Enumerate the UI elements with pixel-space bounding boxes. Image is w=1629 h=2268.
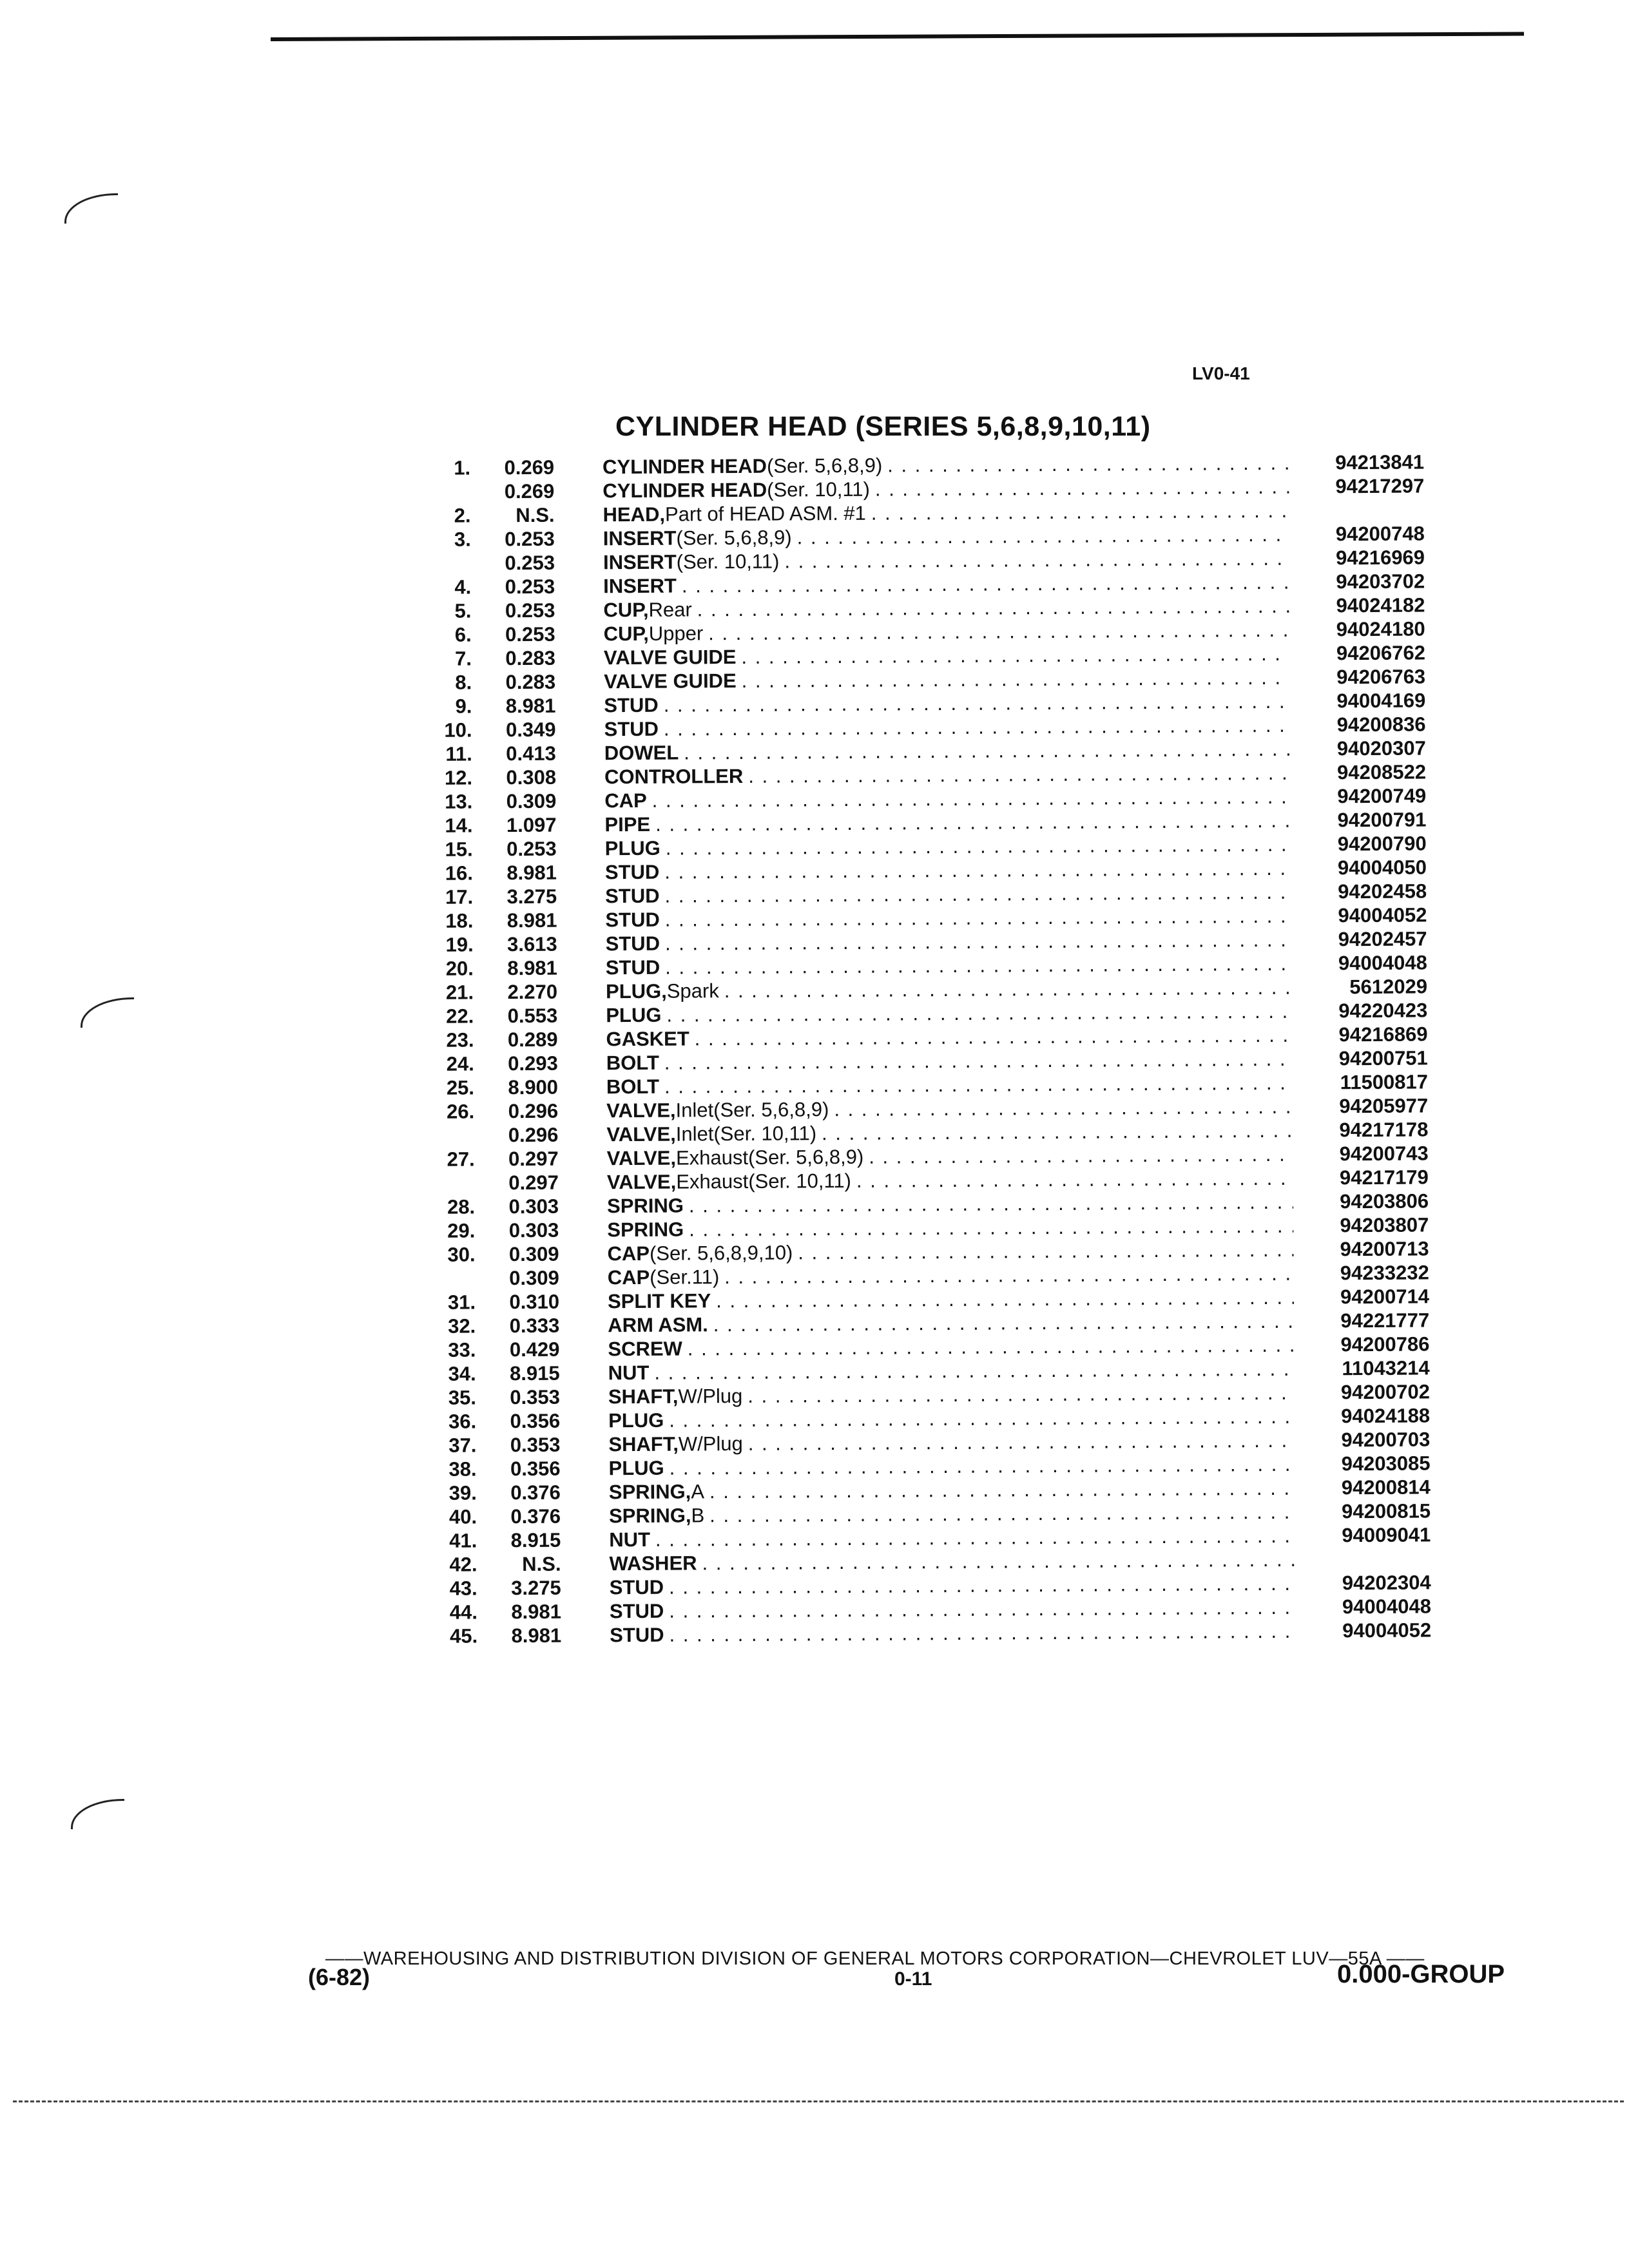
item-name: SCREW xyxy=(608,1337,682,1361)
item-number: 9. xyxy=(455,695,472,718)
dot-leader xyxy=(664,689,1291,717)
part-number: 94203807 xyxy=(1340,1213,1429,1237)
item-description xyxy=(602,451,1289,479)
dot-leader xyxy=(702,1548,1295,1575)
catalog-group: 0.296 xyxy=(508,1099,559,1123)
part-number: 94009041 xyxy=(1342,1523,1431,1547)
catalog-group: 3.275 xyxy=(511,1576,561,1600)
item-number: 35. xyxy=(448,1386,477,1409)
part-number: 94202457 xyxy=(1338,927,1427,951)
item-name: PLUG xyxy=(608,1408,664,1432)
item-description xyxy=(602,475,1289,503)
item-name: INSERT xyxy=(603,574,677,598)
part-number: 94208522 xyxy=(1336,760,1427,784)
item-qualifier: (Ser. 5,6,8,9,10) xyxy=(649,1241,793,1265)
footer-date: (6-82) xyxy=(308,1964,371,1990)
catalog-group: 0.356 xyxy=(510,1409,561,1433)
catalog-group: 3.275 xyxy=(506,885,557,908)
part-number: 94024180 xyxy=(1336,617,1425,641)
part-number: 94206762 xyxy=(1336,641,1425,665)
dot-leader xyxy=(665,904,1292,932)
dot-leader xyxy=(834,1095,1293,1121)
part-number: 94004048 xyxy=(1342,1595,1432,1619)
item-name: CUP, xyxy=(603,598,649,622)
part-number xyxy=(1298,1546,1431,1547)
catalog-group: 0.333 xyxy=(509,1314,560,1338)
footer-page-number: 0-11 xyxy=(894,1968,932,1990)
catalog-group: 0.353 xyxy=(510,1433,561,1457)
part-number: 94206763 xyxy=(1336,665,1426,689)
item-number: 30. xyxy=(447,1243,476,1266)
catalog-group: 8.981 xyxy=(506,908,557,932)
dot-leader xyxy=(713,1309,1295,1337)
item-number: 41. xyxy=(449,1529,477,1552)
bottom-rule xyxy=(13,2100,1624,2102)
catalog-group: 0.253 xyxy=(505,527,555,551)
item-number: 25. xyxy=(446,1076,475,1099)
part-number: 94200815 xyxy=(1341,1499,1431,1523)
item-qualifier: Rear xyxy=(648,598,692,621)
item-qualifier: (Ser. 5,6,8,9) xyxy=(676,526,792,550)
catalog-group: 0.289 xyxy=(507,1028,558,1052)
catalog-group: 0.293 xyxy=(508,1052,558,1075)
catalog-group: 8.981 xyxy=(506,861,557,885)
part-number: 94202458 xyxy=(1338,879,1427,903)
item-number: 18. xyxy=(445,909,474,932)
dot-leader xyxy=(798,1238,1293,1265)
catalog-group: 0.356 xyxy=(510,1457,561,1481)
item-name: STUD xyxy=(609,1575,664,1599)
catalog-group: 0.309 xyxy=(509,1266,559,1290)
item-number: 23. xyxy=(446,1028,474,1052)
item-description xyxy=(610,1571,1296,1600)
catalog-group: 0.413 xyxy=(506,742,556,765)
dot-leader xyxy=(747,1381,1295,1408)
item-name: CAP xyxy=(604,789,647,812)
part-number: 94216969 xyxy=(1335,546,1425,570)
dot-leader xyxy=(652,785,1291,812)
part-number: 94233232 xyxy=(1340,1261,1429,1285)
dot-leader xyxy=(871,499,1289,525)
dot-leader xyxy=(666,999,1292,1027)
part-number: 94200790 xyxy=(1337,832,1427,856)
part-number: 94217179 xyxy=(1339,1166,1429,1189)
dot-leader xyxy=(682,570,1290,598)
catalog-group: 0.353 xyxy=(510,1385,561,1409)
dot-leader xyxy=(664,1071,1293,1099)
item-number: 32. xyxy=(448,1314,476,1338)
dot-leader xyxy=(742,666,1291,693)
dot-leader xyxy=(665,952,1292,979)
item-number: 28. xyxy=(447,1195,476,1218)
item-description xyxy=(609,1500,1295,1528)
dot-leader xyxy=(664,713,1291,741)
part-number: 11500817 xyxy=(1340,1070,1429,1094)
part-number: 94024188 xyxy=(1341,1404,1431,1428)
part-number: 94203085 xyxy=(1341,1452,1431,1475)
item-name: VALVE GUIDE xyxy=(604,669,737,693)
item-qualifier: (Ser. 10,11) xyxy=(767,477,871,501)
item-number: 21. xyxy=(445,981,474,1004)
item-number: 31. xyxy=(447,1291,476,1314)
catalog-group: 0.308 xyxy=(506,765,557,789)
catalog-group: 0.349 xyxy=(505,718,556,742)
catalog-group: 0.296 xyxy=(508,1123,559,1147)
catalog-group: 2.270 xyxy=(507,980,558,1004)
catalog-group: 0.253 xyxy=(505,599,555,622)
item-description xyxy=(610,1595,1296,1624)
part-number: 94217178 xyxy=(1339,1118,1429,1142)
item-number: 27. xyxy=(447,1148,475,1171)
item-description xyxy=(602,499,1289,527)
item-number: 5. xyxy=(454,599,472,622)
catalog-group: 8.915 xyxy=(510,1528,561,1552)
catalog-group: 8.981 xyxy=(507,956,557,980)
item-number: 2. xyxy=(454,504,471,527)
item-name: SPRING xyxy=(607,1194,684,1218)
item-name: STUD xyxy=(604,860,660,884)
part-number: 94200743 xyxy=(1339,1142,1429,1166)
item-number: 34. xyxy=(448,1362,476,1385)
dot-leader xyxy=(708,618,1290,646)
item-name: VALVE, xyxy=(606,1146,677,1170)
part-number: 94213841 xyxy=(1335,450,1425,474)
dot-leader xyxy=(670,1452,1295,1480)
item-number: 1. xyxy=(454,456,471,479)
item-description xyxy=(606,1119,1293,1147)
part-number: 94203702 xyxy=(1336,570,1425,593)
catalog-group: 8.981 xyxy=(511,1600,562,1624)
item-description xyxy=(606,1071,1293,1099)
dot-leader xyxy=(724,975,1292,1003)
catalog-group: 0.269 xyxy=(504,479,555,503)
part-number: 94216869 xyxy=(1338,1023,1428,1046)
dot-leader xyxy=(741,642,1290,669)
item-number: 36. xyxy=(448,1410,477,1433)
catalog-group: N.S. xyxy=(522,1552,561,1576)
dot-leader xyxy=(665,928,1292,956)
dot-leader xyxy=(655,809,1291,836)
item-number: 13. xyxy=(445,790,473,813)
item-name: SPRING, xyxy=(608,1480,691,1504)
dot-leader xyxy=(695,1023,1293,1051)
item-name: STUD xyxy=(605,908,660,932)
footer-publisher-line: ——WAREHOUSING AND DISTRIBUTION DIVISION OF GENERAL MOTORS CORPORATION—CHEVROLET LUV—55A —— xyxy=(325,1948,1425,1969)
part-number xyxy=(1292,497,1424,498)
dot-leader xyxy=(689,1214,1293,1242)
item-description xyxy=(606,1023,1292,1052)
item-name: SPLIT KEY xyxy=(607,1289,711,1313)
page-title: CYLINDER HEAD (SERIES 5,6,8,9,10,11) xyxy=(615,411,1151,442)
item-number: 4. xyxy=(454,575,472,599)
part-number: 94200714 xyxy=(1340,1285,1430,1309)
punch-hole-mark-middle xyxy=(81,997,134,1028)
item-qualifier: Inlet(Ser. 10,11) xyxy=(675,1122,817,1146)
item-name: NUT xyxy=(609,1528,651,1552)
catalog-group: N.S. xyxy=(516,503,555,527)
item-description xyxy=(603,523,1289,551)
catalog-group: 0.376 xyxy=(510,1504,561,1528)
part-number: 5612029 xyxy=(1349,975,1428,999)
item-name: CAP xyxy=(607,1265,650,1289)
item-number: 7. xyxy=(454,647,472,670)
item-name: CAP xyxy=(607,1242,650,1265)
item-description xyxy=(606,975,1292,1004)
item-qualifier: (Ser.11) xyxy=(650,1265,720,1289)
part-number: 94217297 xyxy=(1335,474,1425,498)
part-number: 94004052 xyxy=(1342,1619,1432,1642)
item-description xyxy=(609,1548,1295,1576)
part-number: 94020307 xyxy=(1336,736,1426,760)
item-description xyxy=(606,999,1292,1028)
item-name: ARM ASM. xyxy=(608,1313,708,1337)
dot-leader xyxy=(655,1524,1295,1552)
item-name: CONTROLLER xyxy=(604,764,744,789)
item-qualifier: (Ser. 5,6,8,9) xyxy=(766,454,883,477)
item-number: 8. xyxy=(455,671,472,694)
dot-leader xyxy=(724,1262,1294,1289)
catalog-group: 0.553 xyxy=(507,1004,558,1028)
item-name: STUD xyxy=(610,1623,664,1647)
item-number: 10. xyxy=(444,718,472,742)
catalog-group: 8.981 xyxy=(511,1624,562,1648)
catalog-group: 1.097 xyxy=(506,813,557,837)
dot-leader xyxy=(822,1119,1293,1145)
item-name: HEAD, xyxy=(602,503,666,526)
item-qualifier: Inlet(Ser. 5,6,8,9) xyxy=(675,1098,829,1122)
part-number: 94200751 xyxy=(1338,1046,1428,1070)
catalog-group: 0.253 xyxy=(505,622,555,646)
item-name: SHAFT, xyxy=(608,1432,679,1456)
catalog-group: 0.297 xyxy=(508,1147,559,1171)
catalog-group: 0.310 xyxy=(509,1290,560,1314)
item-description xyxy=(609,1524,1295,1552)
item-name: INSERT xyxy=(602,550,677,574)
dot-leader xyxy=(664,880,1291,908)
part-number: 94200748 xyxy=(1335,522,1425,546)
item-number: 24. xyxy=(446,1052,474,1075)
item-name: VALVE, xyxy=(606,1170,677,1194)
catalog-group: 0.309 xyxy=(508,1242,559,1266)
item-description xyxy=(606,1047,1293,1075)
catalog-group: 8.915 xyxy=(510,1361,560,1385)
item-number: 22. xyxy=(446,1004,474,1028)
catalog-group: 0.253 xyxy=(505,551,555,575)
item-description xyxy=(609,1476,1295,1504)
footer-group: 0.000-GROUP xyxy=(1337,1960,1505,1988)
item-name: NUT xyxy=(608,1361,650,1385)
catalog-group: 0.283 xyxy=(505,670,556,694)
dot-leader xyxy=(654,1357,1294,1385)
punch-hole-mark-bottom xyxy=(71,1799,124,1829)
item-name: BOLT xyxy=(606,1075,660,1099)
catalog-group: 0.429 xyxy=(509,1338,560,1361)
item-number: 6. xyxy=(454,623,472,646)
dot-leader xyxy=(664,1047,1293,1075)
catalog-group: 0.297 xyxy=(508,1171,559,1195)
part-number: 94205977 xyxy=(1339,1094,1429,1118)
catalog-group: 0.303 xyxy=(508,1218,559,1242)
part-number: 11043214 xyxy=(1342,1356,1430,1380)
dot-leader xyxy=(689,1190,1293,1218)
parts-list xyxy=(419,450,1431,1648)
dot-leader xyxy=(664,856,1291,884)
item-description xyxy=(603,546,1289,575)
item-number: 3. xyxy=(454,528,471,551)
part-number: 94200814 xyxy=(1341,1475,1431,1499)
part-number: 94200749 xyxy=(1337,784,1427,808)
item-qualifier: Upper xyxy=(648,622,704,645)
item-qualifier: W/Plug xyxy=(678,1384,743,1408)
dot-leader xyxy=(666,832,1291,860)
part-number: 94200786 xyxy=(1340,1332,1430,1356)
dot-leader xyxy=(684,737,1291,765)
item-qualifier: (Ser. 10,11) xyxy=(676,550,780,573)
catalog-group: 8.900 xyxy=(508,1075,559,1099)
item-name: CYLINDER HEAD xyxy=(602,478,767,503)
dot-leader xyxy=(669,1405,1295,1432)
catalog-group: 3.613 xyxy=(506,932,557,956)
dot-leader xyxy=(688,1333,1295,1361)
dot-leader xyxy=(887,451,1289,477)
dot-leader xyxy=(709,1476,1295,1504)
item-qualifier: Part of HEAD ASM. #1 xyxy=(664,501,866,526)
part-number: 94221777 xyxy=(1340,1309,1430,1332)
item-qualifier: B xyxy=(691,1504,705,1527)
item-name: DOWEL xyxy=(604,741,679,765)
item-name: CUP, xyxy=(603,622,649,646)
item-name: BOLT xyxy=(606,1051,659,1075)
catalog-group: 0.303 xyxy=(508,1195,559,1218)
part-number: 94004050 xyxy=(1337,856,1427,879)
catalog-group: 8.981 xyxy=(505,694,556,718)
part-number: 94004169 xyxy=(1336,689,1426,713)
part-number: 94200703 xyxy=(1341,1428,1431,1452)
item-name: PLUG xyxy=(606,1003,662,1027)
item-number: 29. xyxy=(447,1219,476,1242)
item-description xyxy=(603,570,1289,599)
item-number: 45. xyxy=(449,1624,478,1648)
item-name: STUD xyxy=(605,884,660,908)
catalog-group: 0.309 xyxy=(506,789,557,813)
part-number: 94004052 xyxy=(1338,903,1427,927)
item-name: PLUG xyxy=(604,836,660,860)
dot-leader xyxy=(669,1619,1296,1647)
item-name: PLUG xyxy=(608,1456,664,1480)
item-name: SHAFT, xyxy=(608,1385,679,1408)
dot-leader xyxy=(669,1571,1296,1599)
item-number: 40. xyxy=(448,1505,477,1528)
item-number: 14. xyxy=(445,814,473,837)
item-qualifier: A xyxy=(691,1480,705,1503)
item-description xyxy=(606,1095,1293,1123)
item-name: SPRING xyxy=(607,1218,684,1242)
item-qualifier: W/Plug xyxy=(678,1432,743,1456)
part-number: 94200836 xyxy=(1336,713,1426,736)
item-number: 37. xyxy=(448,1434,477,1457)
part-number: 94220423 xyxy=(1338,999,1428,1023)
item-number: 16. xyxy=(445,861,474,885)
item-number: 42. xyxy=(449,1553,477,1576)
item-number: 33. xyxy=(448,1338,476,1361)
item-name: STUD xyxy=(605,932,660,956)
item-name: INSERT xyxy=(602,526,677,550)
part-number: 94200702 xyxy=(1340,1380,1431,1404)
catalog-group: 0.253 xyxy=(505,575,555,599)
catalog-group: 0.253 xyxy=(506,837,557,861)
dot-leader xyxy=(784,546,1289,573)
item-name: STUD xyxy=(609,1599,664,1623)
part-number: 94024182 xyxy=(1336,593,1425,617)
item-description xyxy=(606,952,1292,980)
item-name: SPRING, xyxy=(608,1504,691,1528)
item-name: VALVE, xyxy=(606,1099,676,1122)
part-number: 94200791 xyxy=(1337,808,1427,832)
dot-leader xyxy=(669,1595,1296,1623)
punch-hole-mark-top xyxy=(64,193,118,224)
part-number: 94203806 xyxy=(1340,1189,1429,1213)
item-number: 26. xyxy=(446,1100,475,1123)
item-number: 39. xyxy=(448,1481,477,1504)
item-name: GASKET xyxy=(606,1027,689,1051)
item-name: STUD xyxy=(604,717,659,741)
dot-leader xyxy=(797,523,1289,550)
dot-leader xyxy=(709,1500,1295,1528)
dot-leader xyxy=(748,1428,1295,1456)
dot-leader xyxy=(869,1142,1293,1169)
item-qualifier: Spark xyxy=(666,979,719,1003)
item-description xyxy=(610,1619,1296,1648)
item-name: CYLINDER HEAD xyxy=(602,454,767,479)
item-number: 12. xyxy=(444,766,473,789)
catalog-group: 0.376 xyxy=(510,1481,561,1504)
part-number: 94004048 xyxy=(1338,951,1427,975)
dot-leader xyxy=(697,594,1290,622)
item-number: 17. xyxy=(445,885,474,908)
dot-leader xyxy=(856,1166,1293,1193)
item-name: WASHER xyxy=(609,1552,697,1575)
item-number: 15. xyxy=(445,838,473,861)
item-name: VALVE GUIDE xyxy=(603,645,737,669)
part-number: 94200713 xyxy=(1340,1237,1429,1261)
item-number: 20. xyxy=(445,957,474,980)
item-number: 19. xyxy=(445,933,474,956)
item-qualifier: Exhaust(Ser. 10,11) xyxy=(676,1169,852,1193)
catalog-group: 0.283 xyxy=(505,646,556,670)
item-name: VALVE, xyxy=(606,1122,676,1146)
item-name: PIPE xyxy=(604,812,651,836)
item-name: STUD xyxy=(605,956,660,979)
item-name: STUD xyxy=(604,693,659,717)
dot-leader xyxy=(748,761,1291,788)
item-number: 43. xyxy=(449,1577,477,1600)
catalog-group: 0.269 xyxy=(504,456,555,479)
item-qualifier: Exhaust(Ser. 5,6,8,9) xyxy=(675,1145,864,1169)
item-name: PLUG, xyxy=(605,979,667,1003)
item-number: 11. xyxy=(445,742,472,765)
item-number: 38. xyxy=(448,1457,477,1481)
dot-leader xyxy=(875,475,1289,501)
section-code: LV0-41 xyxy=(1192,363,1250,383)
item-number: 44. xyxy=(449,1600,478,1624)
dot-leader xyxy=(716,1285,1294,1312)
top-rule xyxy=(271,32,1524,41)
part-number: 94202304 xyxy=(1342,1571,1431,1595)
